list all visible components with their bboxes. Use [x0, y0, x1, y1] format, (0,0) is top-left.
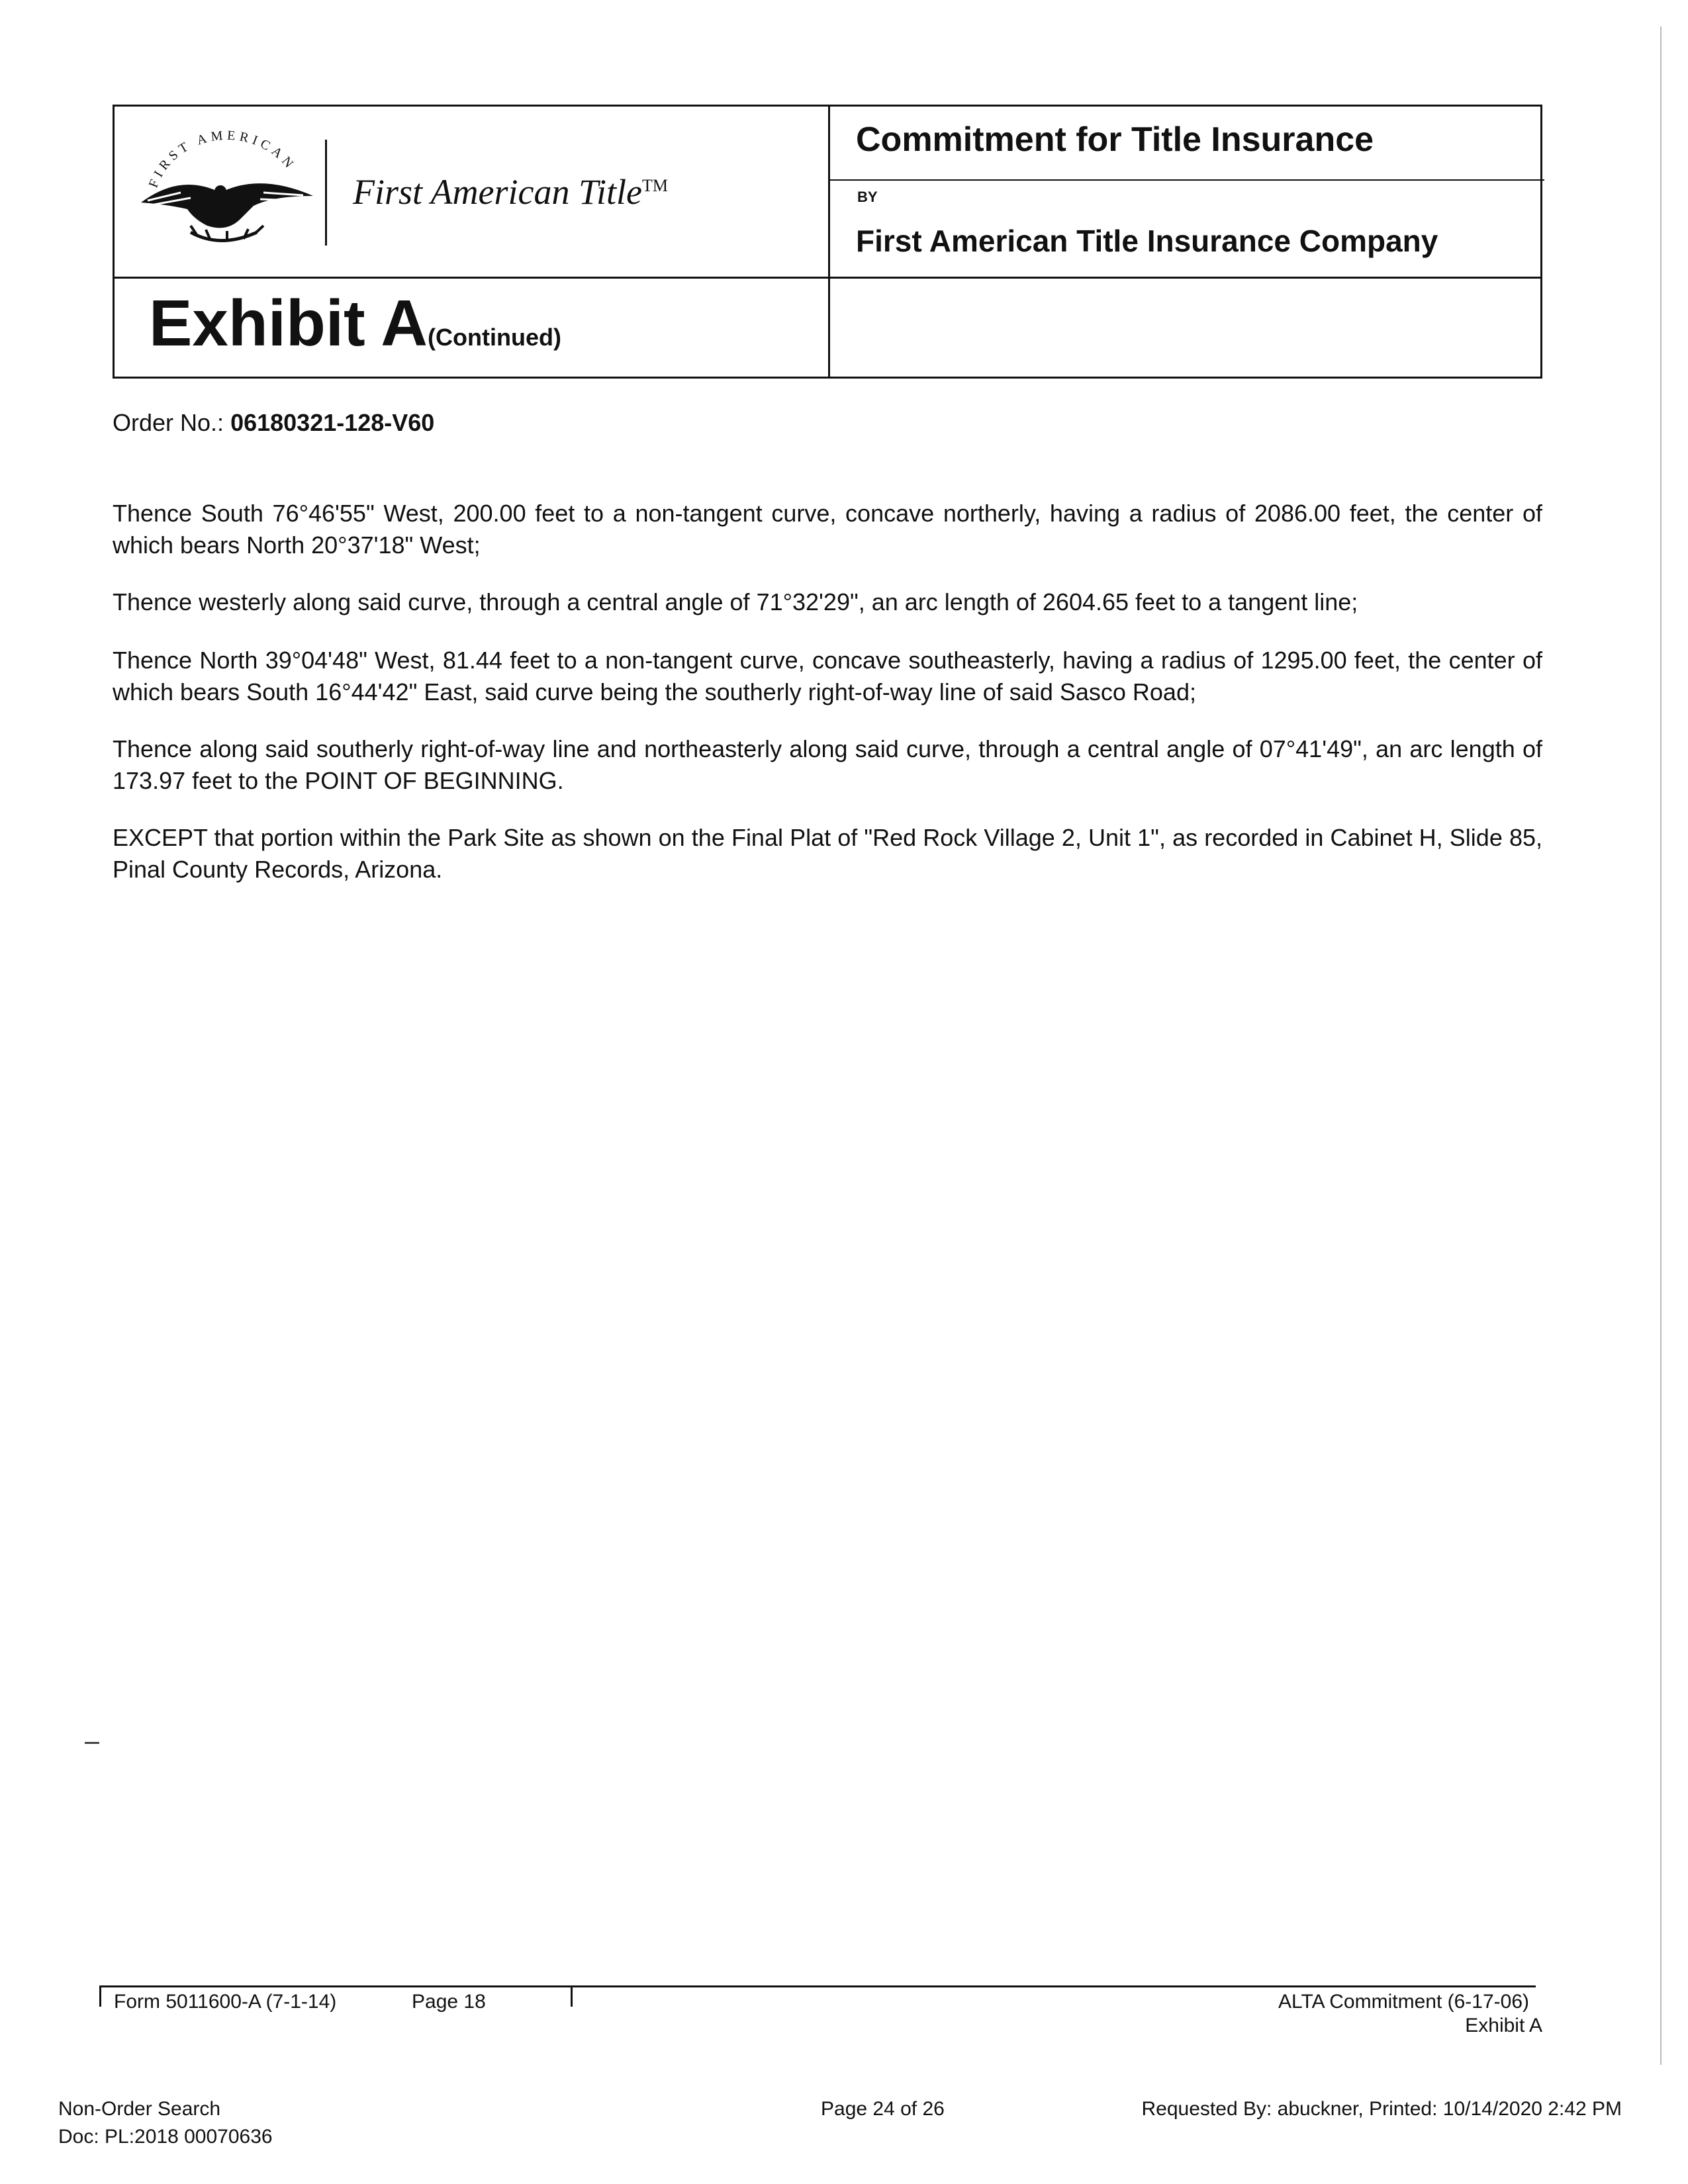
order-number-line	[113, 409, 434, 437]
footer-exhibit: Exhibit A	[1465, 2015, 1542, 2036]
non-order-search: Non-Order Search	[58, 2098, 221, 2120]
trademark-mark: TM	[642, 176, 669, 195]
footer-rule	[99, 1985, 1536, 1987]
form-number: Form 5011600-A (7-1-14)	[114, 1991, 337, 2013]
paragraph-2: Thence westerly along said curve, through a central angle of 71°32'29", an arc length of 2604.65 feet to a tangent line;	[113, 588, 1358, 615]
page-of: Page 24 of 26	[821, 2098, 945, 2120]
svg-text:FIRST AMERICAN	[146, 128, 299, 190]
by-label: BY	[857, 189, 878, 205]
footer-tick-mid	[571, 1985, 573, 2007]
eagle-logo-icon	[128, 126, 326, 259]
commitment-title: Commitment for Title Insurance	[856, 120, 1374, 159]
paragraph-5: EXCEPT that portion within the Park Site as shown on the Final Plat of "Red Rock Village 2, Unit 1", as recorded in Cabinet H, Slide 85, Pinal County Records, Arizona.	[113, 824, 1542, 883]
order-label: Order No.:	[113, 409, 224, 436]
doc-id: Doc: PL:2018 00070636	[58, 2126, 273, 2148]
paragraph-1: Thence South 76°46'55" West, 200.00 feet to a non-tangent curve, concave northerly, having a radius of 2086.00 feet, the center of which bears North 20°37'18" West;	[113, 500, 1542, 559]
paragraph-4: Thence along said southerly right-of-way line and northeasterly along said curve, through a central angle of 07°41'49", an arc length of 173.97 feet to the POINT OF BEGINNING.	[113, 735, 1542, 794]
order-number: 06180321-128-V60	[230, 409, 435, 436]
header-table	[113, 105, 1542, 379]
header-divider-vertical	[828, 107, 830, 377]
logo-divider	[325, 140, 327, 246]
alta-commitment: ALTA Commitment (6-17-06)	[1278, 1991, 1529, 2013]
logo-arc-text: FIRST AMERICAN	[146, 128, 299, 190]
brand-name: First American Title™	[353, 172, 669, 212]
requested-by: Requested By: abuckner, Printed: 10/14/2020 2:42 PM	[1141, 2098, 1622, 2120]
header-divider-horizontal	[115, 277, 1540, 279]
exhibit-continued: (Continued)	[428, 324, 561, 351]
scan-edge-line	[1660, 26, 1662, 2065]
page-number: Page 18	[412, 1991, 486, 2013]
company-name: First American Title Insurance Company	[856, 224, 1438, 258]
paragraph-3: Thence North 39°04'48" West, 81.44 feet to a non-tangent curve, concave southeasterly, having a radius of 1295.00 feet, the center of which bears South 16°44'42" East, said curve being the southerly right-of-way line of said Sasco Road;	[113, 647, 1542, 705]
exhibit-heading: Exhibit A(Continued)	[149, 287, 561, 359]
header-divider-right	[828, 179, 1544, 181]
scan-mark	[85, 1742, 99, 1744]
footer-tick-left	[99, 1985, 101, 2007]
